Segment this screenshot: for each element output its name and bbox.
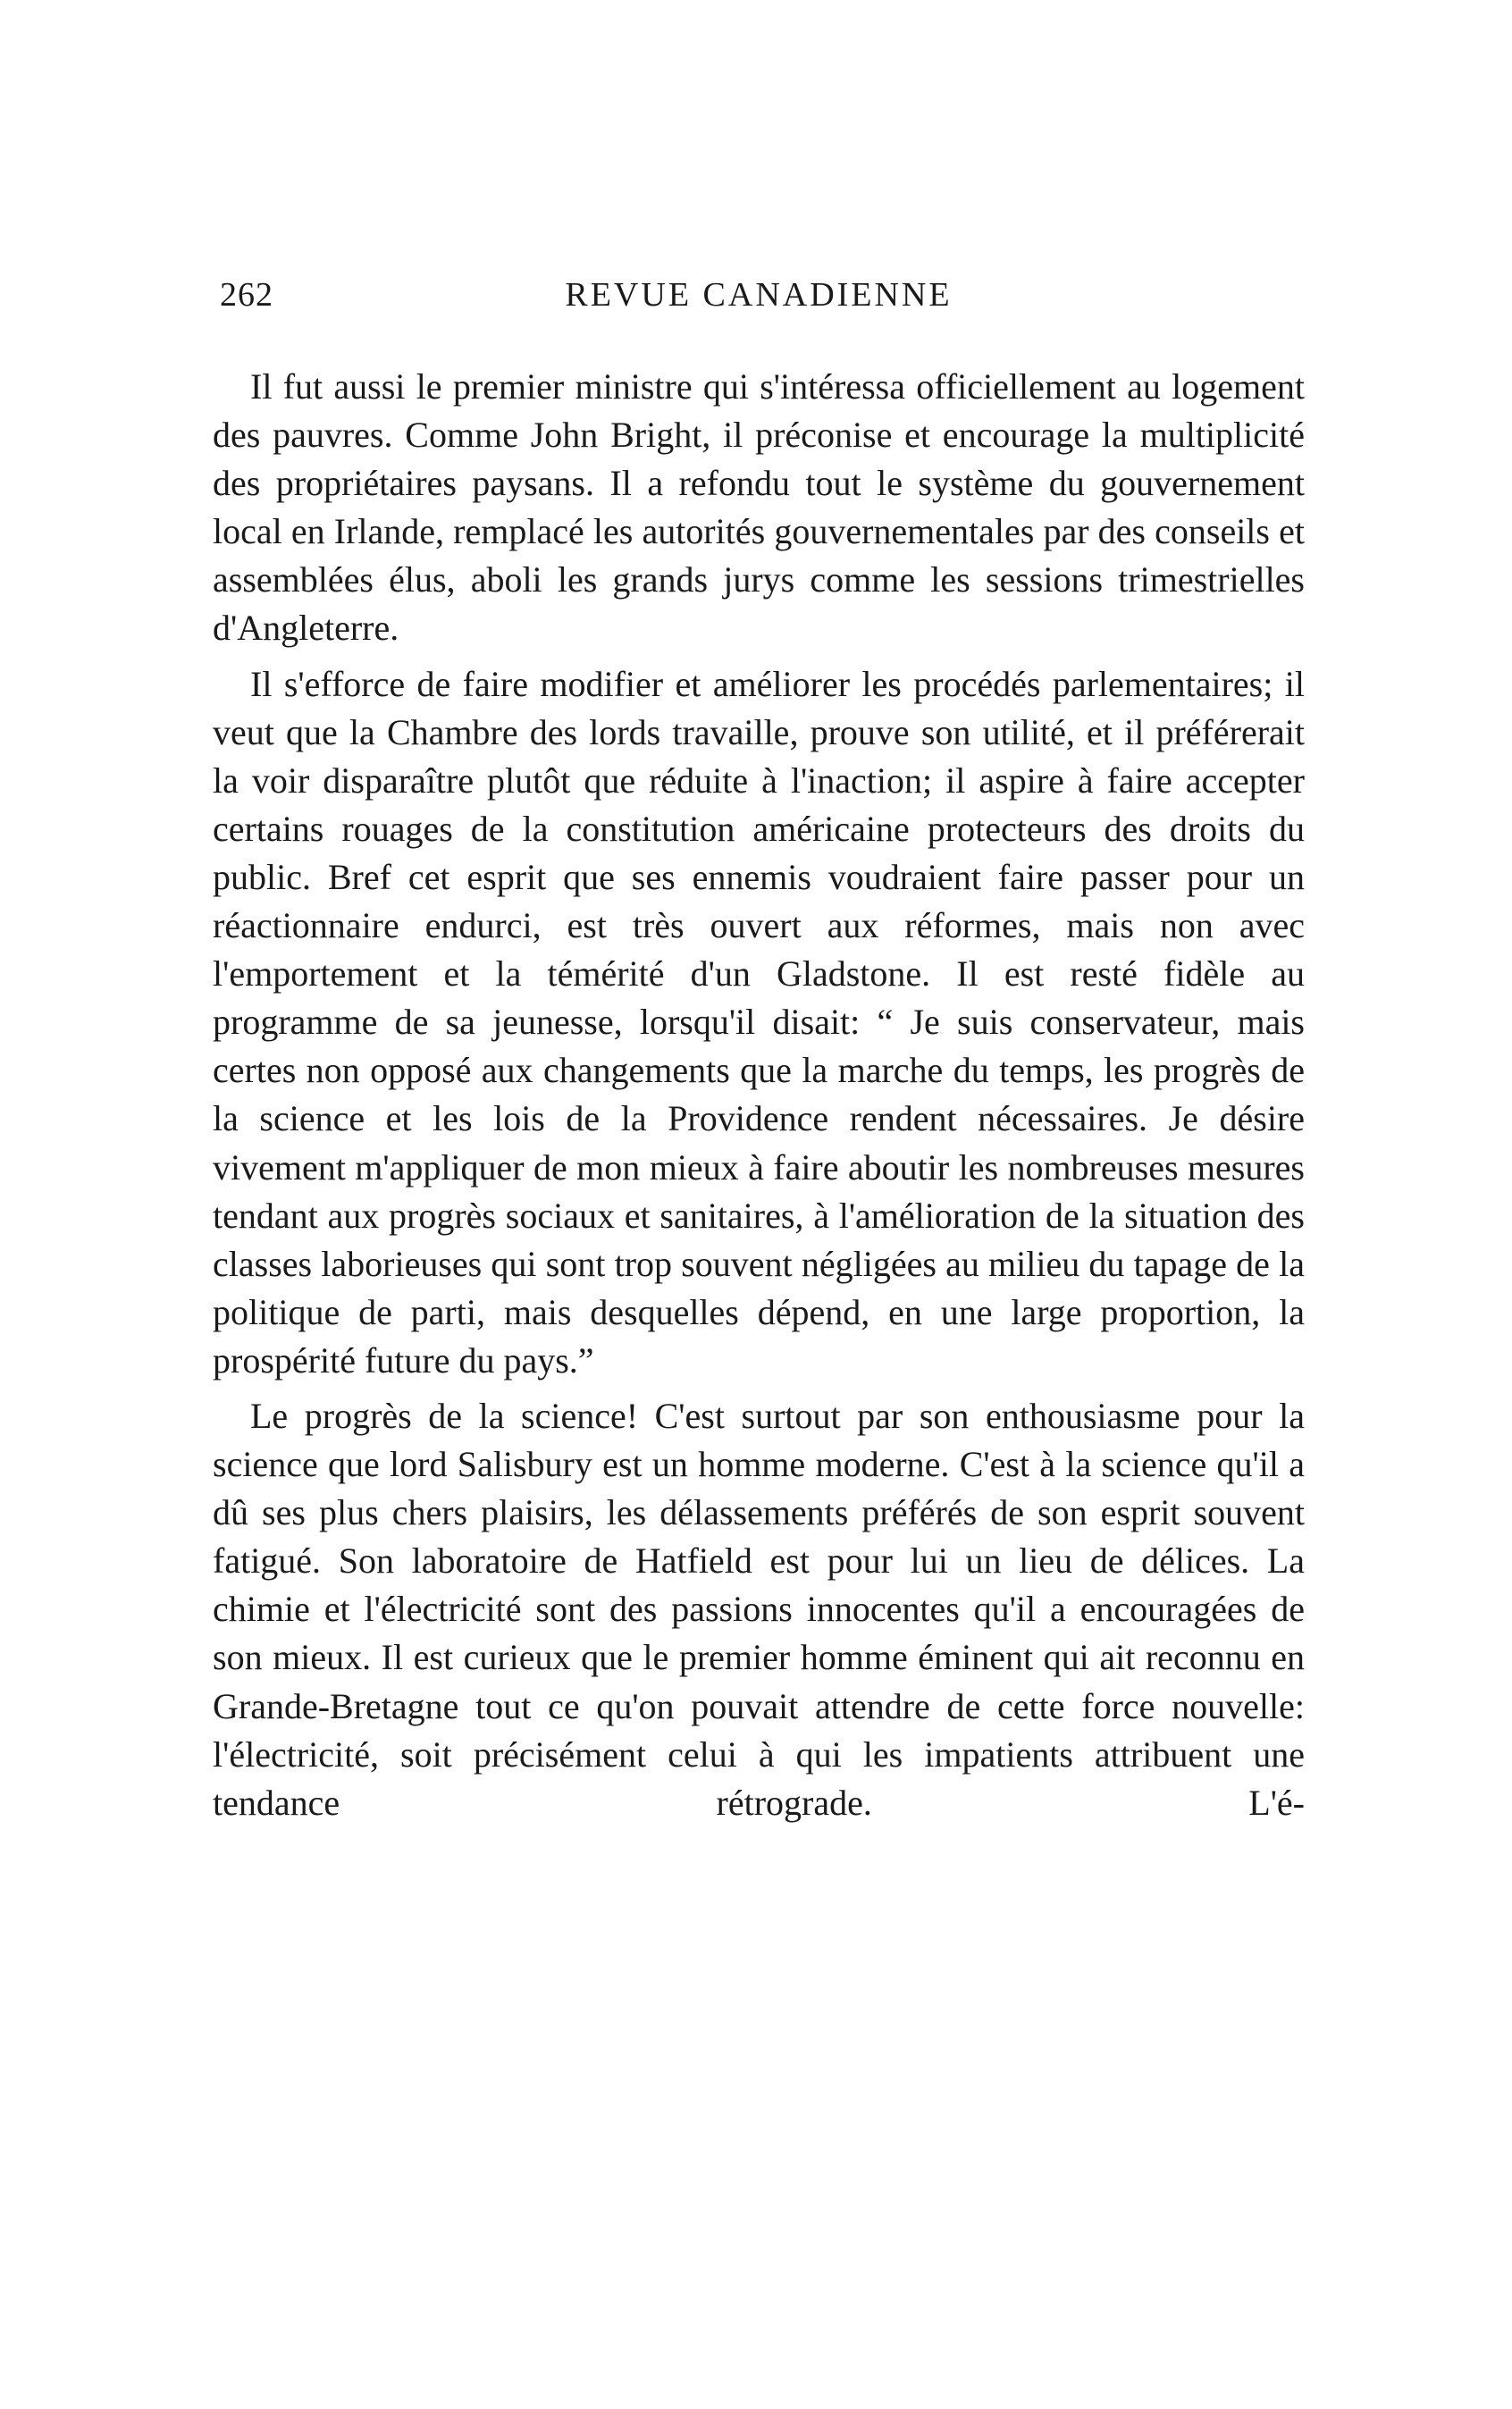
journal-title: REVUE CANADIENNE (565, 276, 953, 314)
paragraph: Il fut aussi le premier ministre qui s'intéressa officiellement au logement des pauvres. Comme John Bright, il préconise et encourage la multiplicité des propriétaires paysans. Il a refondu tout le système du gouvernement local en Irlande, remplacé les autorités gouvernementales par des conseils et assemblées élus, aboli les grands jurys comme les sessions trimestrielles d'Angleterre. (213, 366, 1305, 649)
running-head (213, 270, 1305, 320)
paragraph: Il s'efforce de faire modifier et améliorer les procédés parlementaires; il veut que la Chambre des lords travaille, prouve son utilité, et il préférerait la voir disparaître plutôt que réduite à l'inaction; il aspire à faire accepter certains rouages de la constitution américaine protecteurs des droits du public. Bref cet esprit que ses ennemis voudraient faire passer pour un réactionnaire endurci, est très ouvert aux réformes, mais non avec l'emportement et la témérité d'un Gladstone. Il est resté fidèle au programme de sa jeunesse, lorsqu'il disait: “ Je suis conservateur, mais certes non opposé aux changements que la marche du temps, les progrès de la science et les lois de la Providence rendent nécessaires. Je désire vivement m'appliquer de mon mieux à faire aboutir les nombreuses mesures tendant aux progrès sociaux et sanitaires, à l'amélioration de la situation des classes laborieuses qui sont trop souvent négligées au milieu du tapage de la politique de parti, mais desquelles dépend, en une large proportion, la prospérité future du pays.” (213, 663, 1305, 1381)
body-text (213, 363, 1305, 1834)
page-number: 262 (220, 276, 273, 314)
paragraph: Le progrès de la science! C'est surtout par son enthousiasme pour la science que lord Salisbury est un homme moderne. C'est à la science qu'il a dû ses plus chers plaisirs, les délassements préférés de son esprit souvent fatigué. Son laboratoire de Hatfield est pour lui un lieu de délices. La chimie et l'électricité sont des passions innocentes qu'il a encouragées de son mieux. Il est curieux que le premier homme éminent qui ait reconnu en Grande-Bretagne tout ce qu'on pouvait attendre de cette force nouvelle: l'électricité, soit précisément celui à qui les impatients attribuent une tendance rétrograde. L'é- (213, 1395, 1305, 1823)
